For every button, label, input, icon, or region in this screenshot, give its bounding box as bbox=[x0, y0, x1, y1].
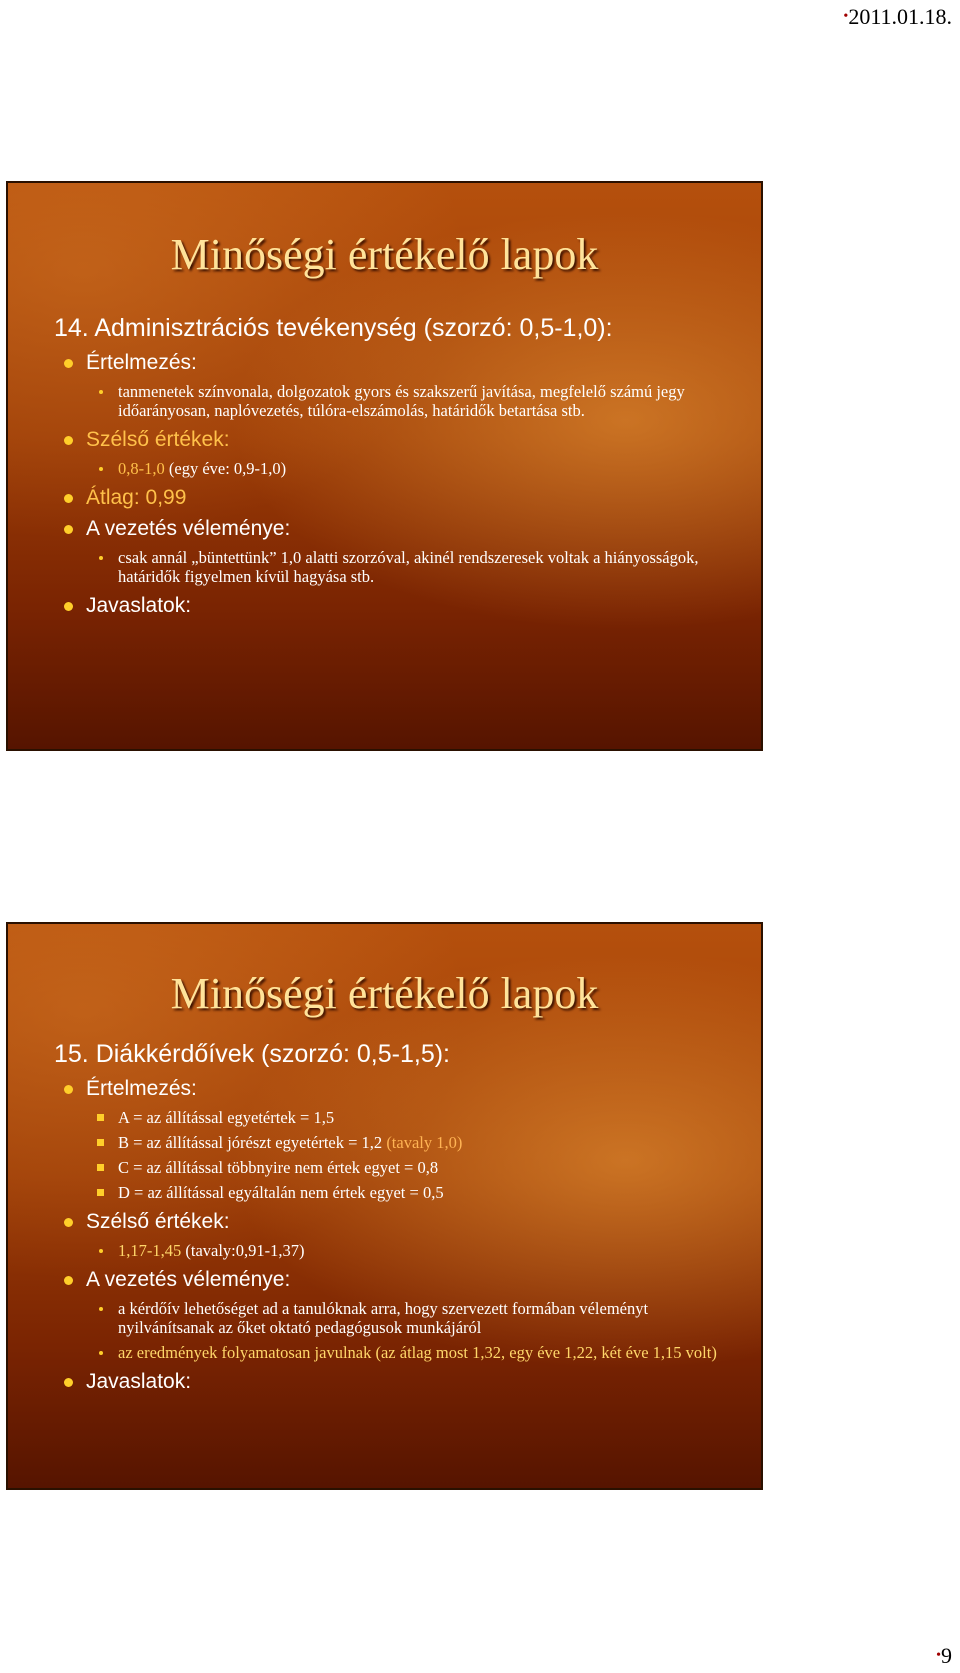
bullet-dot-icon: • bbox=[843, 9, 849, 24]
list-item: C = az állítással többnyire nem értek egyet = 0,8 bbox=[54, 1158, 721, 1177]
slide-15 bbox=[6, 922, 763, 1490]
slide-content bbox=[54, 1039, 721, 1399]
vezetes-item: a kérdőív lehetőséget ad a tanulóknak arra, hogy szervezett formában véleményt nyilvánítsanak az őket oktató pedagógusok munkájáról bbox=[54, 1299, 721, 1337]
vezetes-label: A vezetés véleménye: bbox=[54, 515, 721, 542]
page-date: •2011.01.18. bbox=[843, 4, 952, 29]
ertelmezes-text: tanmenetek színvonala, dolgozatok gyors és szakszerű javítása, megfelelő számú jegy időarányosan, naplóvezetés, túlóra-elszámolás, határidők betartása stb. bbox=[54, 382, 721, 420]
slide-title: Minőségi értékelő lapok bbox=[170, 230, 599, 279]
slide-content bbox=[54, 313, 721, 623]
slide-14 bbox=[6, 181, 763, 751]
section-heading: 14. Adminisztrációs tevékenység (szorzó: 0,5-1,0): bbox=[54, 314, 613, 342]
ertelmezes-label: Értelmezés: bbox=[54, 1075, 721, 1102]
vezetes-label: A vezetés véleménye: bbox=[54, 1266, 721, 1293]
javaslatok-label: Javaslatok: bbox=[54, 1368, 721, 1395]
slide-title: Minőségi értékelő lapok bbox=[170, 969, 599, 1018]
ertelmezes-label: Értelmezés: bbox=[54, 349, 721, 376]
atlag-line: Átlag: 0,99 bbox=[54, 484, 721, 511]
szelso-values: 0,8-1,0 (egy éve: 0,9-1,0) bbox=[54, 459, 721, 478]
vezetes-text: csak annál „büntettünk” 1,0 alatti szorzóval, akinél rendszeresek voltak a hiányosságok, határidők figyelmen kívül hagyása stb. bbox=[54, 548, 721, 586]
list-item: A = az állítással egyetértek = 1,5 bbox=[54, 1108, 721, 1127]
list-item: B = az állítással jórészt egyetértek = 1,2 (tavaly 1,0) bbox=[54, 1133, 721, 1152]
bullet-dot-icon: • bbox=[936, 1648, 941, 1663]
section-heading: 15. Diákkérdőívek (szorzó: 0,5-1,5): bbox=[54, 1040, 450, 1068]
list-item: D = az állítással egyáltalán nem értek egyet = 0,5 bbox=[54, 1183, 721, 1202]
javaslatok-label: Javaslatok: bbox=[54, 592, 721, 619]
szelso-values: 1,17-1,45 (tavaly:0,91-1,37) bbox=[54, 1241, 721, 1260]
szelso-label: Szélső értékek: bbox=[54, 426, 721, 453]
page-number: •9 bbox=[936, 1643, 952, 1668]
vezetes-item: az eredmények folyamatosan javulnak (az átlag most 1,32, egy éve 1,22, két éve 1,15 volt) bbox=[54, 1343, 721, 1362]
szelso-label: Szélső értékek: bbox=[54, 1208, 721, 1235]
